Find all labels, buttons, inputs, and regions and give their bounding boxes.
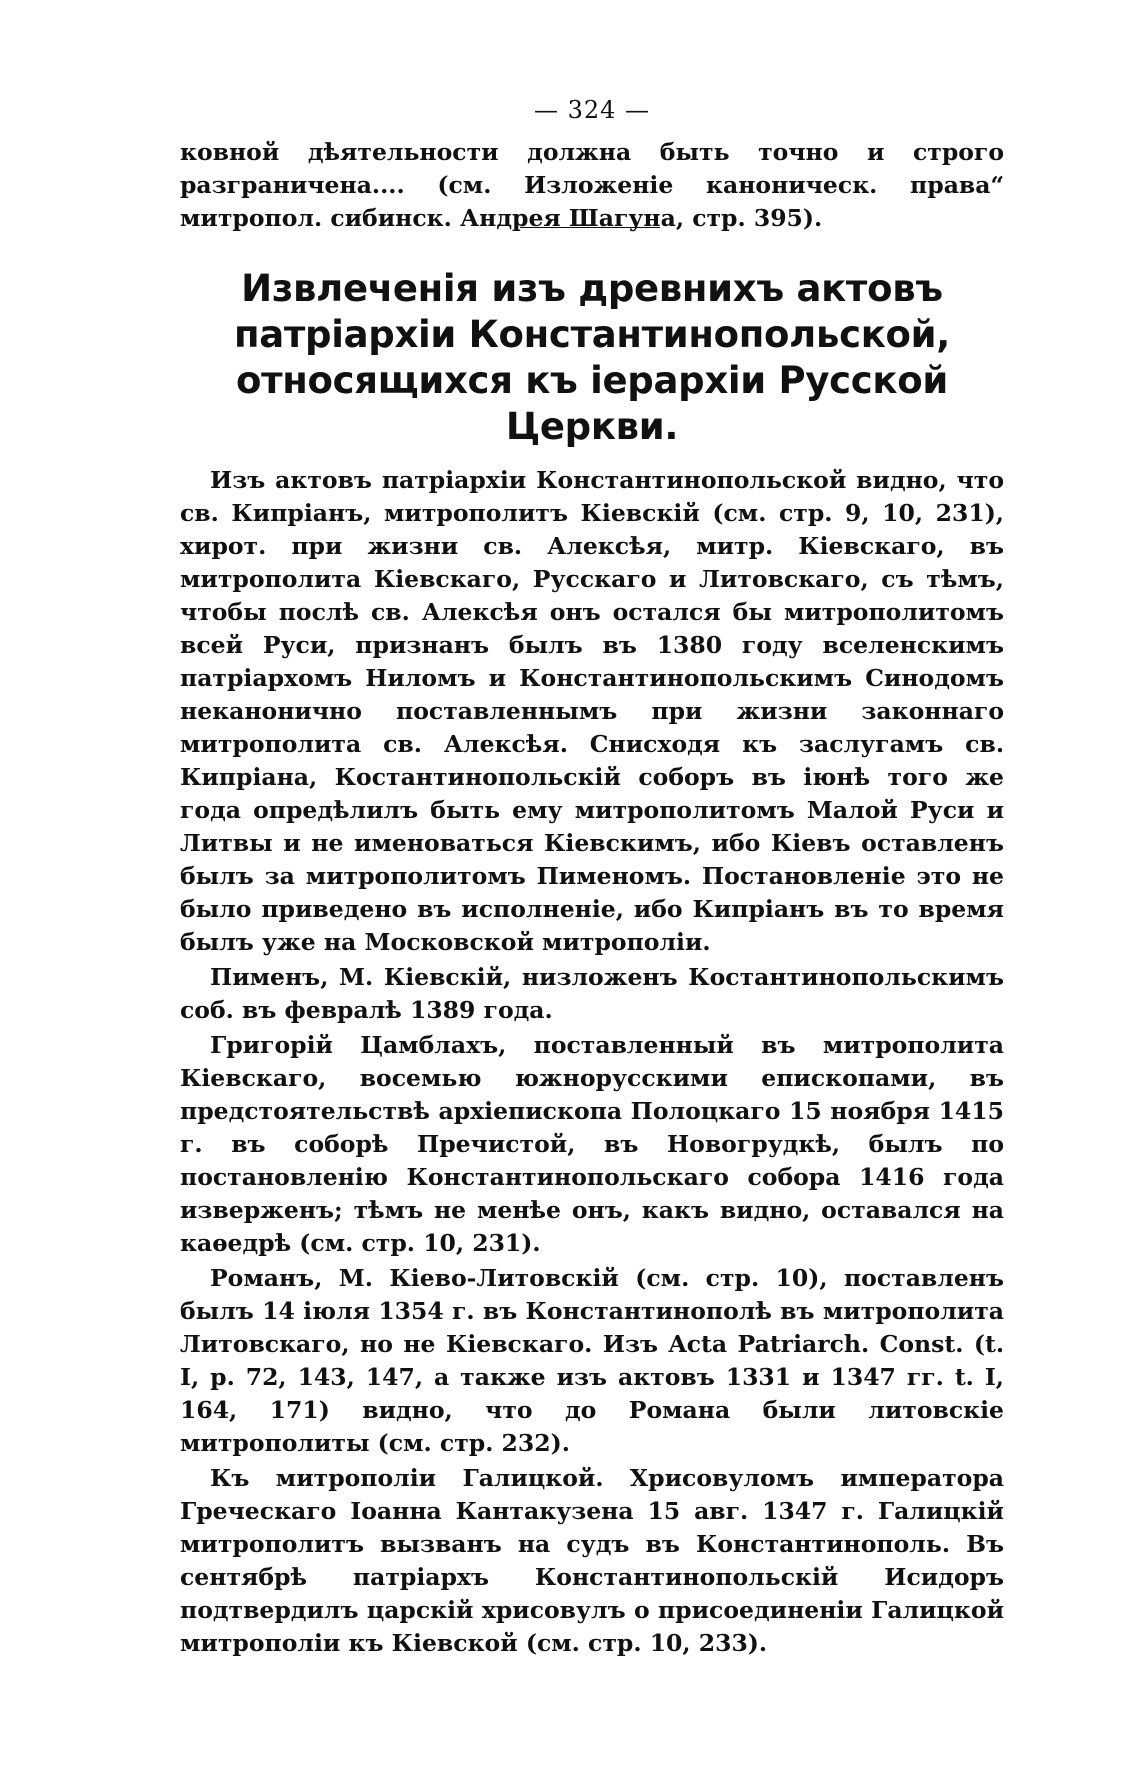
paragraph-galich: Къ митрополіи Галицкой. Хрисовуломъ императора Греческаго Іоанна Кантакузена 15 авг. 1347 г. Галицкій митрополитъ вызванъ на судъ въ Константинополь. Въ сентябрѣ патріархъ Константинопольскій Исидоръ подтвердилъ царскій хрисовулъ о присоединеніи Галицкой митрополіи къ Кіевской (см. стр. 10, 233). [180,1464,1004,1657]
paragraph-pimen: Пименъ, М. Кіевскій, низложенъ Костантинопольскимъ соб. въ февралѣ 1389 года. [180,963,1004,1024]
paragraph-roman: Романъ, М. Кіево-Литовскій (см. стр. 10), поставленъ былъ 14 іюля 1354 г. въ Константинополѣ въ митрополита Литовскаго, но не Кіевскаго. Изъ Acta Patriarch. Const. (t. I, p. 72, 143, 147, а также изъ актовъ 1331 и 1347 гг. t. I, 164, 171) видно, что до Романа были литовскіе митрополиты (см. стр. 232). [180,1264,1004,1457]
paragraph-cyprian: Изъ актовъ патріархіи Константинопольской видно, что св. Кипріанъ, митрополитъ Кіевскій (см. стр. 9, 10, 231), хирот. при жизни св. Алексѣя, митр. Кіевскаго, въ митрополита Кіевскаго, Русскаго и Литовскаго, съ тѣмъ, чтобы послѣ св. Алексѣя онъ остался бы митрополитомъ всей Руси, признанъ былъ въ 1380 году вселенскимъ патріархомъ Ниломъ и Константинопольскимъ Синодомъ неканонично поставленнымъ при жизни законнаго митрополита св. Алексѣя. Снисходя къ заслугамъ св. Кипріана, Костантинопольскій соборъ въ іюнѣ того же года опредѣлилъ быть ему митрополитомъ Малой Руси и Литвы и не именоваться Кіевскимъ, ибо Кіевъ оставленъ былъ за митрополитомъ Пименомъ. Постановленіе это не было приведено въ исполненіе, ибо Кипріанъ въ то время былъ уже на Московской митрополіи. [180,466,1004,956]
paragraph-tsamblak: Григорій Цамблахъ, поставленный въ митрополита Кіевскаго, восемью южнорусскими епископами, въ предстоятельствѣ архіепископа Полоцкаго 15 ноября 1415 г. въ соборѣ Пречистой, въ Новогрудкѣ, былъ по постановленію Константинопольскаго собора 1416 года изверженъ; тѣмъ не менѣе онъ, какъ видно, оставался на каѳедрѣ (см. стр. 10, 231). [180,1031,1004,1257]
intro-paragraph: ковной дѣятельности должна быть точно и строго разграничена.... (см. Изложеніе каноническ. права“ митропол. сибинск. Андрея Шагуна, стр. 395). [180,138,1004,232]
page-number: — 324 — [533,96,651,124]
section-heading: Извлеченія изъ древнихъ актовъ патріархіи Константинопольской, относящихся къ іерархіи Русской Церкви. [233,267,951,448]
book-page [180,96,1004,1660]
